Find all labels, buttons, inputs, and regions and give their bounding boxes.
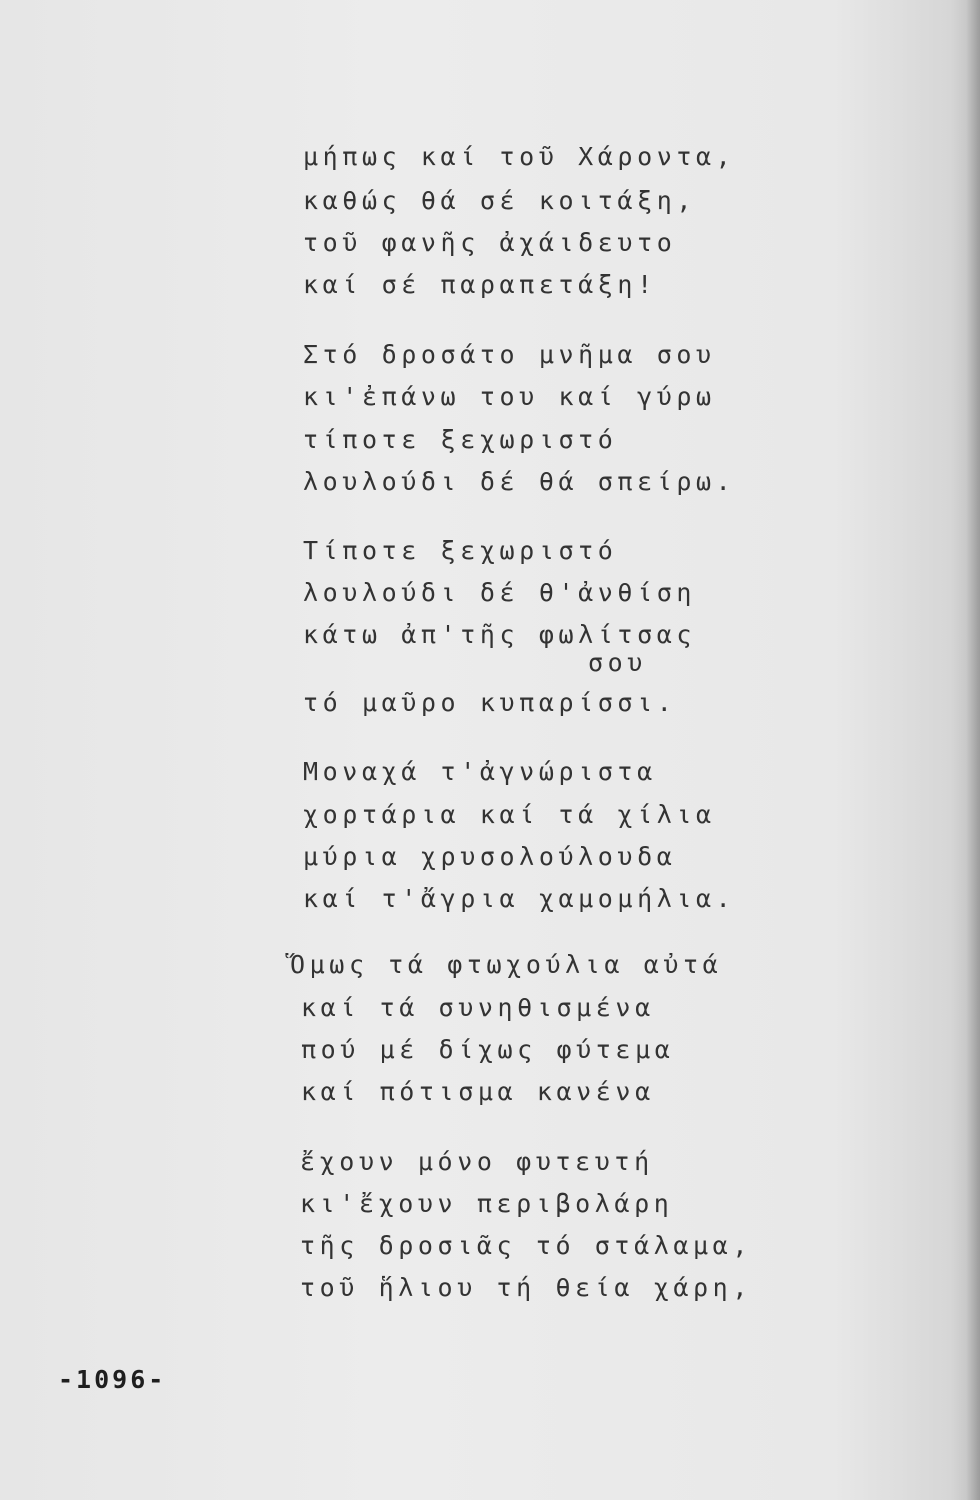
poem-line: καί σέ παραπετάξη!: [303, 270, 657, 299]
poem-line: μύρια χρυσολούλουδα: [303, 842, 677, 871]
poem-line: Ὅμως τά φτωχούλια αὐτά: [290, 950, 723, 979]
poem-line: λουλούδι δέ θά σπείρω.: [303, 467, 736, 496]
poem-line: πού μέ δίχως φύτεμα: [301, 1035, 675, 1064]
poem-line: τῆς δροσιᾶς τό στάλαμα,: [300, 1231, 752, 1260]
poem-line: χορτάρια καί τά χίλια: [303, 800, 716, 829]
poem-line: τοῦ φανῆς ἀχάιδευτο: [303, 228, 677, 257]
poem-line: καί πότισμα κανένα: [301, 1077, 655, 1106]
page-number: -1096-: [58, 1365, 167, 1394]
poem-line: καί τά συνηθισμένα: [301, 993, 655, 1022]
poem-line: κάτω ἀπ'τῆς φωλίτσας: [303, 620, 697, 649]
poem-line: Μοναχά τ'ἀγνώριστα: [303, 757, 657, 786]
poem-line: τό μαῦρο κυπαρίσσι.: [303, 688, 677, 717]
poem-line: καθώς θά σέ κοιτάξη,: [303, 186, 697, 215]
poem-line: καί τ'ἄγρια χαμομήλια.: [303, 884, 736, 913]
poem-line: ἔχουν μόνο φυτευτή: [300, 1147, 654, 1176]
poem-line: Τίποτε ξεχωριστό: [303, 536, 618, 565]
poem-line: τοῦ ἥλιου τή θεία χάρη,: [300, 1273, 752, 1302]
poem-line-continuation: σου: [588, 648, 647, 677]
poem-line: λουλούδι δέ θ'ἀνθίση: [303, 578, 697, 607]
poem-line: Στό δροσάτο μνῆμα σου: [303, 340, 716, 369]
poem-line: κι'ἐπάνω του καί γύρω: [303, 382, 716, 411]
poem-line: κι'ἔχουν περιβολάρη: [300, 1189, 674, 1218]
poem-line: τίποτε ξεχωριστό: [303, 425, 618, 454]
poem-line: μήπως καί τοῦ Χάροντα,: [303, 142, 736, 171]
